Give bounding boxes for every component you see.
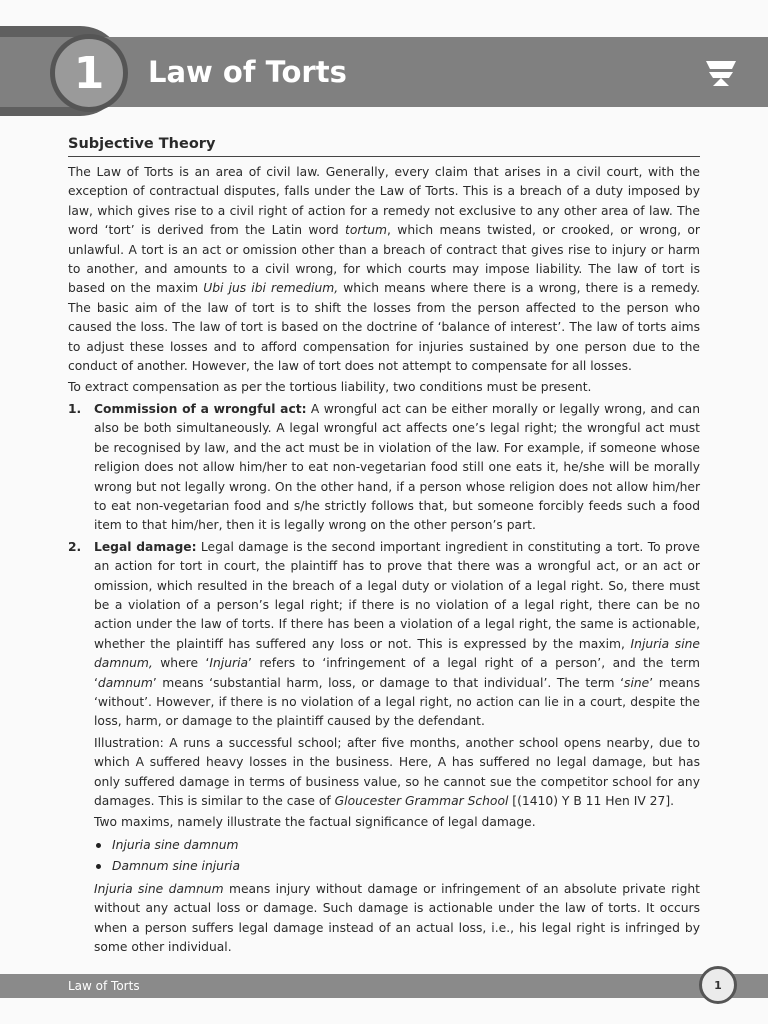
illustration-paragraph: Illustration: A runs a successful school; after five months, another school opens nearby, due to which A suffered heavy losses in the business. Here, A has suffered no legal damage, but has only suffered damage in terms of business value, so he cannot sue the competitor school for any damages. This is similar to the case of Gloucester Grammar School [(1410) Y B 11 Hen IV 27]. [94,735,700,808]
condition-item [68,400,700,536]
maxims-list [94,835,700,877]
condition-number: 2. [68,539,82,554]
chapter-title: Law of Torts [148,55,347,89]
intro-paragraph: The Law of Torts is an area of civil law. Generally, every claim that arises in a civil court, with the exception of contractual disputes, falls under the Law of Torts. This is a breach of a duty imposed by law, which gives rise to a civil right of action for a remedy not exclusive to any other area of law. The word ‘tort’ is derived from the Latin word tortum, which means twisted, or crooked, or wrong, or unlawful. A tort is an act or omission other than a breach of contract that gives rise to injury or harm to another, and amounts to a civil wrong, for which courts may impose liability. The law of tort is based on the maxim Ubi jus ibi remedium, which means where there is a wrong, there is a remedy. The basic aim of the law of tort is to shift the losses from the person affected to the person who caused the loss. The law of tort is based on the doctrine of ‘balance of interest’. The law of torts aims to adjust these losses and to afford compensation for injuries sustained by one person due to the conduct of another. However, the law of tort does not attempt to compensate for all losses. [68,165,700,374]
condition-text: Commission of a wrongful act: A wrongful act can be either morally or legally wrong, and can also be both simultaneously. A legal wrongful act affects one’s legal right; the wrongful act must be recognised by law, and the act must be in violation of the law. For example, if someone whose religion does not allow him/her to eat non-vegetarian food still one eats it, he/she will be morally wrong but not legally wrong. On the other hand, if a person whose religion does not allow him/her to eat non-vegetarian food and s/he strictly follows that, but someone forcibly feeds such a food item to that him/her, then it is legally wrong on the other person’s part. [94,401,700,533]
list-item: Injuria sine damnum [94,835,700,856]
stacked-books-logo-icon [704,58,738,88]
italic-term: Injuria [209,656,249,671]
condition-number: 1. [68,401,82,416]
page-content [68,136,700,957]
bold-term: Legal damage: [94,539,197,554]
italic-term: tortum [345,223,388,238]
footer-title: Law of Torts [68,979,140,993]
italic-term: sine [624,675,650,690]
condition-item [68,538,700,958]
italic-term: Gloucester Grammar School [334,794,509,808]
page-number: 1 [699,966,737,1004]
italic-term: Injuria sine damnum, [94,636,700,671]
list-item: Damnum sine injuria [94,856,700,877]
conditions-intro: To extract compensation as per the tortious liability, two conditions must be present. [68,380,592,395]
italic-term: Injuria sine damnum [94,881,224,896]
chapter-number-badge: 1 [50,34,128,112]
condition-text: Legal damage: Legal damage is the second important ingredient in constituting a tort. To prove an action for tort in court, the plaintiff has to prove that there was a wrongful act, or an act or omission, which resulted in the breach of a legal duty or violation of a legal right. So, there must be a violation of a person’s legal right; if there is no violation of a legal right, there can be no action under the law of torts. If there has been a violation of a legal right, the same is actionable, whether the plaintiff has suffered any loss or not. This is expressed by the maxim, Injuria sine damnum, where ‘Injuria’ refers to ‘infringement of a legal right of a person’, and the term ‘damnum’ means ‘substantial harm, loss, or damage to that individual’. The term ‘sine’ means ‘without’. However, if there is no violation of a legal right, no action can lie in a court, despite the loss, harm, or damage to the plaintiff caused by the defendant. [94,539,701,729]
bold-term: Commission of a wrongful act: [94,401,307,416]
italic-term: Ubi jus ibi remedium, [203,281,339,296]
maxims-intro: Two maxims, namely illustrate the factual significance of legal damage. [94,815,536,830]
section-heading: Subjective Theory [68,136,700,157]
injuria-sine-damnum-paragraph: Injuria sine damnum means injury without damage or infringement of an absolute private right without any actual loss or damage. Such damage is actionable under the law of torts. It occurs when a person suffers legal damage instead of an actual loss, i.e., his legal right is infringed by some other individual. [94,881,700,955]
italic-term: damnum [97,675,153,690]
